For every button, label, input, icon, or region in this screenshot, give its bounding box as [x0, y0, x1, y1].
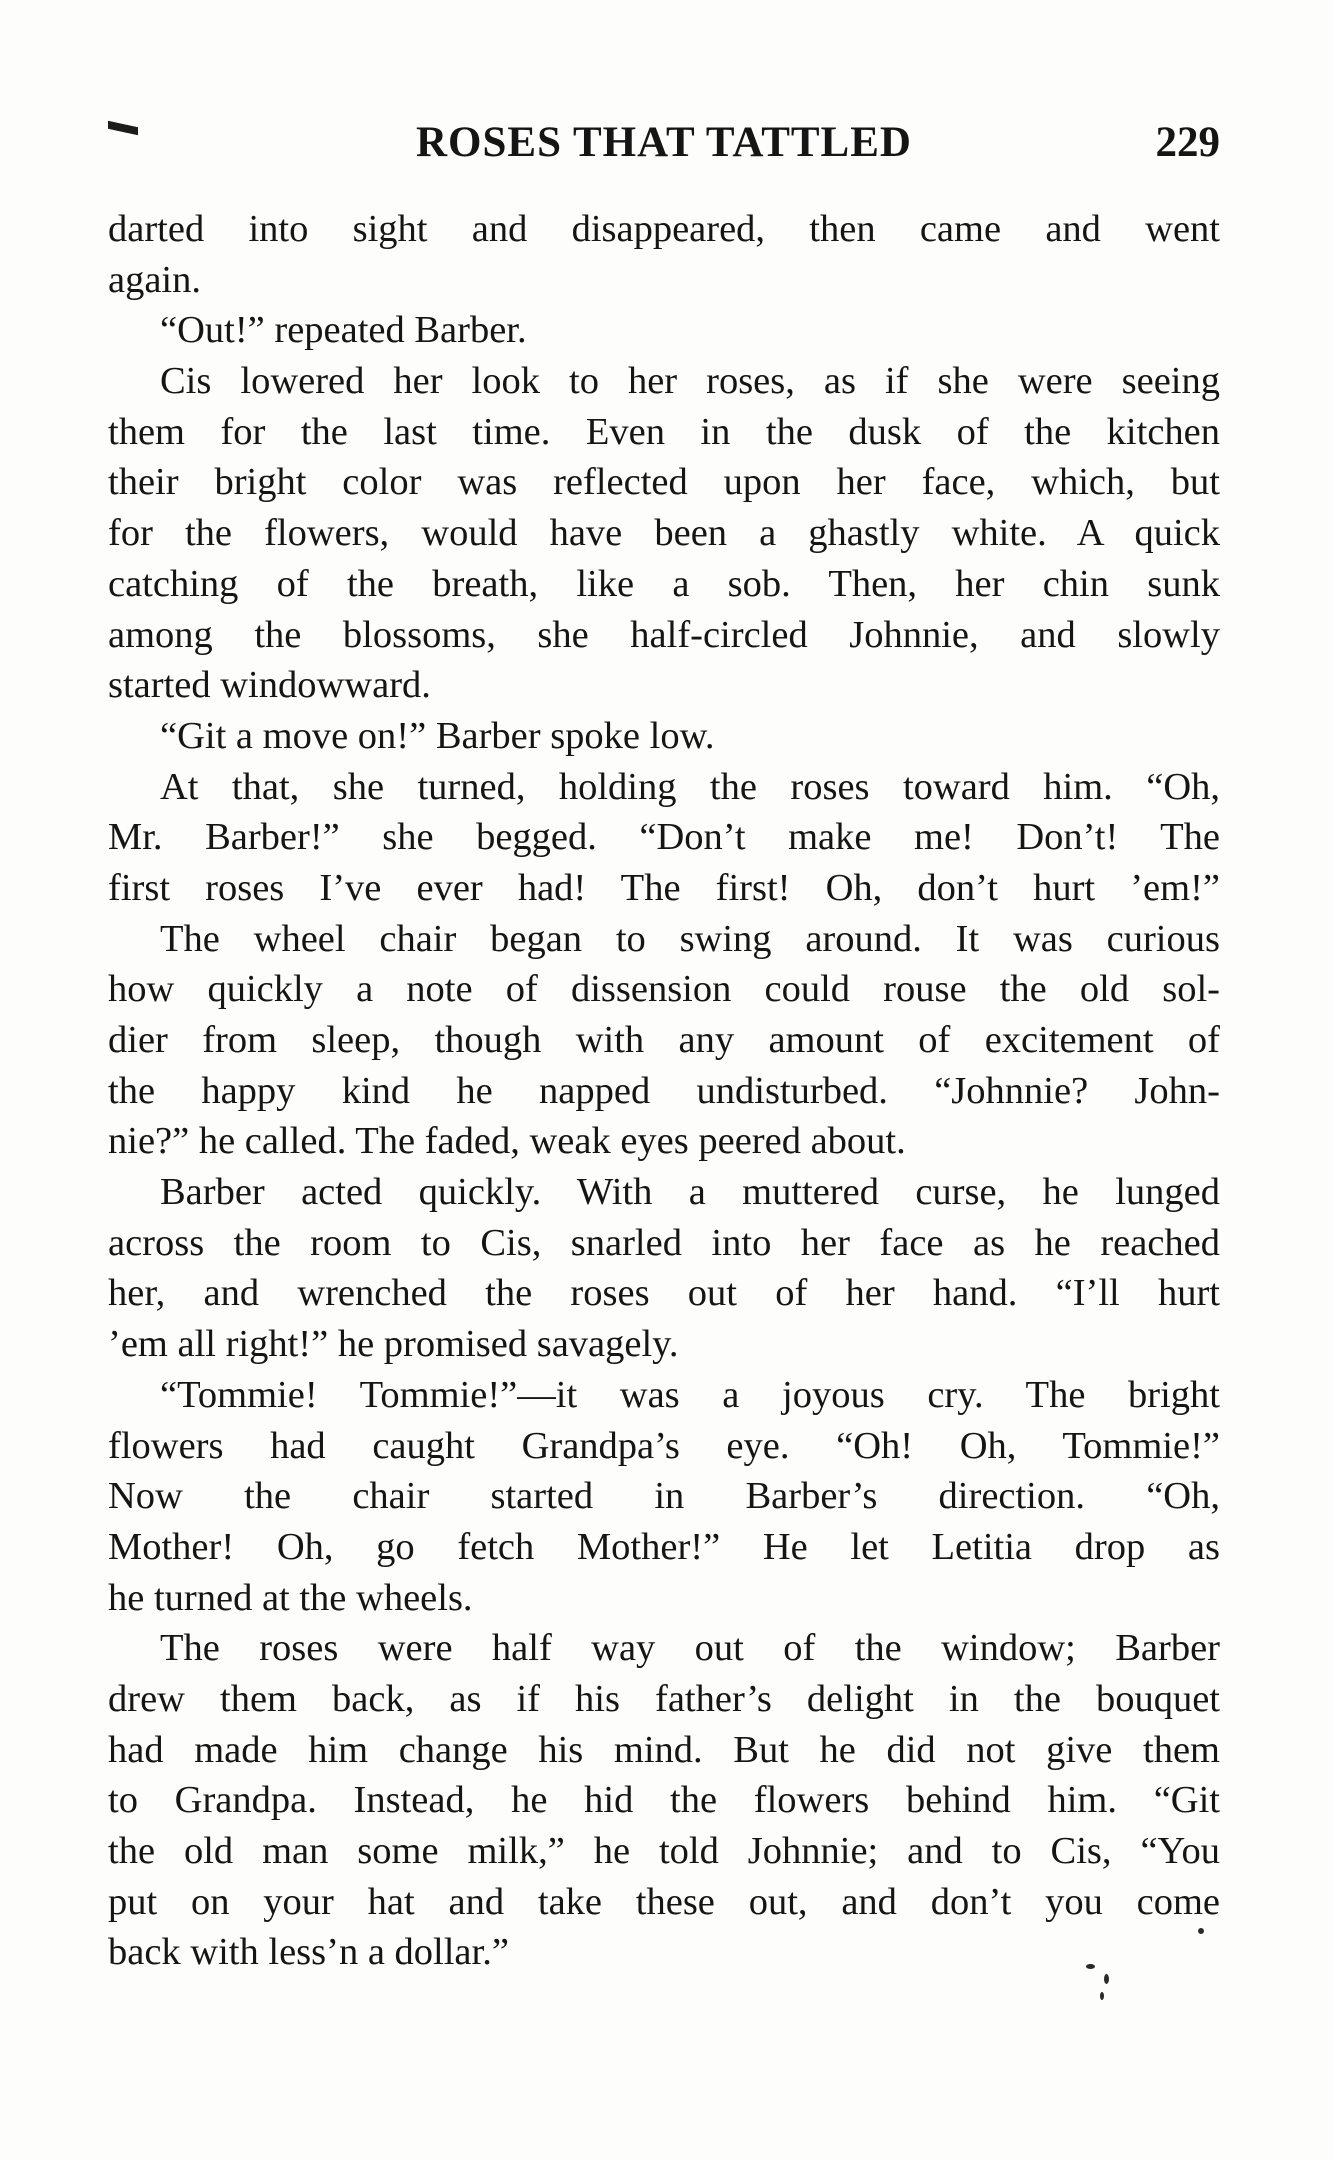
text-line: he turned at the wheels. [108, 1576, 473, 1619]
text-line: “Out!” repeated Barber. [160, 309, 527, 352]
text-line: The roses were half way out of the window; Barber [160, 1627, 1220, 1670]
text-line: among the blossoms, she half-circled Johnnie, and slowly [108, 613, 1220, 656]
ink-speck-icon [1198, 1928, 1204, 1934]
text-line: dier from sleep, though with any amount of excitement of [108, 1019, 1220, 1061]
text-line: The wheel chair began to swing around. It was curious [160, 917, 1220, 960]
text-line: how quickly a note of dissension could rouse the old sol- [108, 968, 1220, 1011]
text-line: catching of the breath, like a sob. Then, her chin sunk [108, 562, 1220, 605]
text-line: their bright color was reflected upon her face, which, but [108, 461, 1220, 504]
page-number: 229 [1155, 119, 1220, 166]
text-line: drew them back, as if his father’s delight in the bouquet [108, 1677, 1220, 1720]
text-line: “Git a move on!” Barber spoke low. [160, 714, 715, 757]
text-line: put on your hat and take these out, and don’t you come [108, 1880, 1220, 1923]
text-line: Cis lowered her look to her roses, as if she were seeing [160, 360, 1220, 403]
text-line: nie?” he called. The faded, weak eyes peered about. [108, 1120, 906, 1163]
text-line: again. [108, 258, 201, 301]
text-line: them for the last time. Even in the dusk of the kitchen [108, 410, 1220, 453]
text-line: across the room to Cis, snarled into her face as he reached [108, 1221, 1220, 1264]
ink-speck-icon [1086, 1964, 1095, 1969]
text-line: for the flowers, would have been a ghastly white. A quick [108, 512, 1220, 555]
text-line: Barber acted quickly. With a muttered curse, he lunged [160, 1171, 1220, 1214]
running-head: ROSES THAT TATTLED [416, 119, 912, 166]
text-line: to Grandpa. Instead, he hid the flowers behind him. “Git [108, 1779, 1220, 1822]
text-line: flowers had caught Grandpa’s eye. “Oh! Oh, Tommie!” [108, 1424, 1220, 1467]
text-line: first roses I’ve ever had! The first! Oh, don’t hurt ’em!” [108, 866, 1220, 909]
text-line: ’em all right!” he promised savagely. [108, 1323, 679, 1366]
text-line: the old man some milk,” he told Johnnie; and to Cis, “You [108, 1830, 1220, 1872]
text-line: darted into sight and disappeared, then came and went [108, 208, 1220, 250]
ink-speck-icon [1100, 1992, 1104, 2000]
text-line: had made him change his mind. But he did not give them [108, 1728, 1220, 1771]
body-text [108, 204, 1220, 1978]
text-line: the happy kind he napped undisturbed. “Johnnie? John- [108, 1069, 1220, 1112]
text-line: At that, she turned, holding the roses toward him. “Oh, [160, 765, 1220, 808]
page-header [108, 118, 1220, 174]
text-line: her, and wrenched the roses out of her hand. “I’ll hurt [108, 1272, 1220, 1315]
text-line: “Tommie! Tommie!”—it was a joyous cry. The bright [160, 1373, 1220, 1416]
text-line: back with less’n a dollar.” [108, 1931, 509, 1974]
text-line: Mr. Barber!” she begged. “Don’t make me! Don’t! The [108, 816, 1220, 859]
ink-speck-icon [1104, 1974, 1109, 1984]
text-line: Now the chair started in Barber’s direction. “Oh, [108, 1475, 1220, 1518]
text-line: Mother! Oh, go fetch Mother!” He let Letitia drop as [108, 1525, 1220, 1568]
text-line: started windowward. [108, 664, 431, 707]
